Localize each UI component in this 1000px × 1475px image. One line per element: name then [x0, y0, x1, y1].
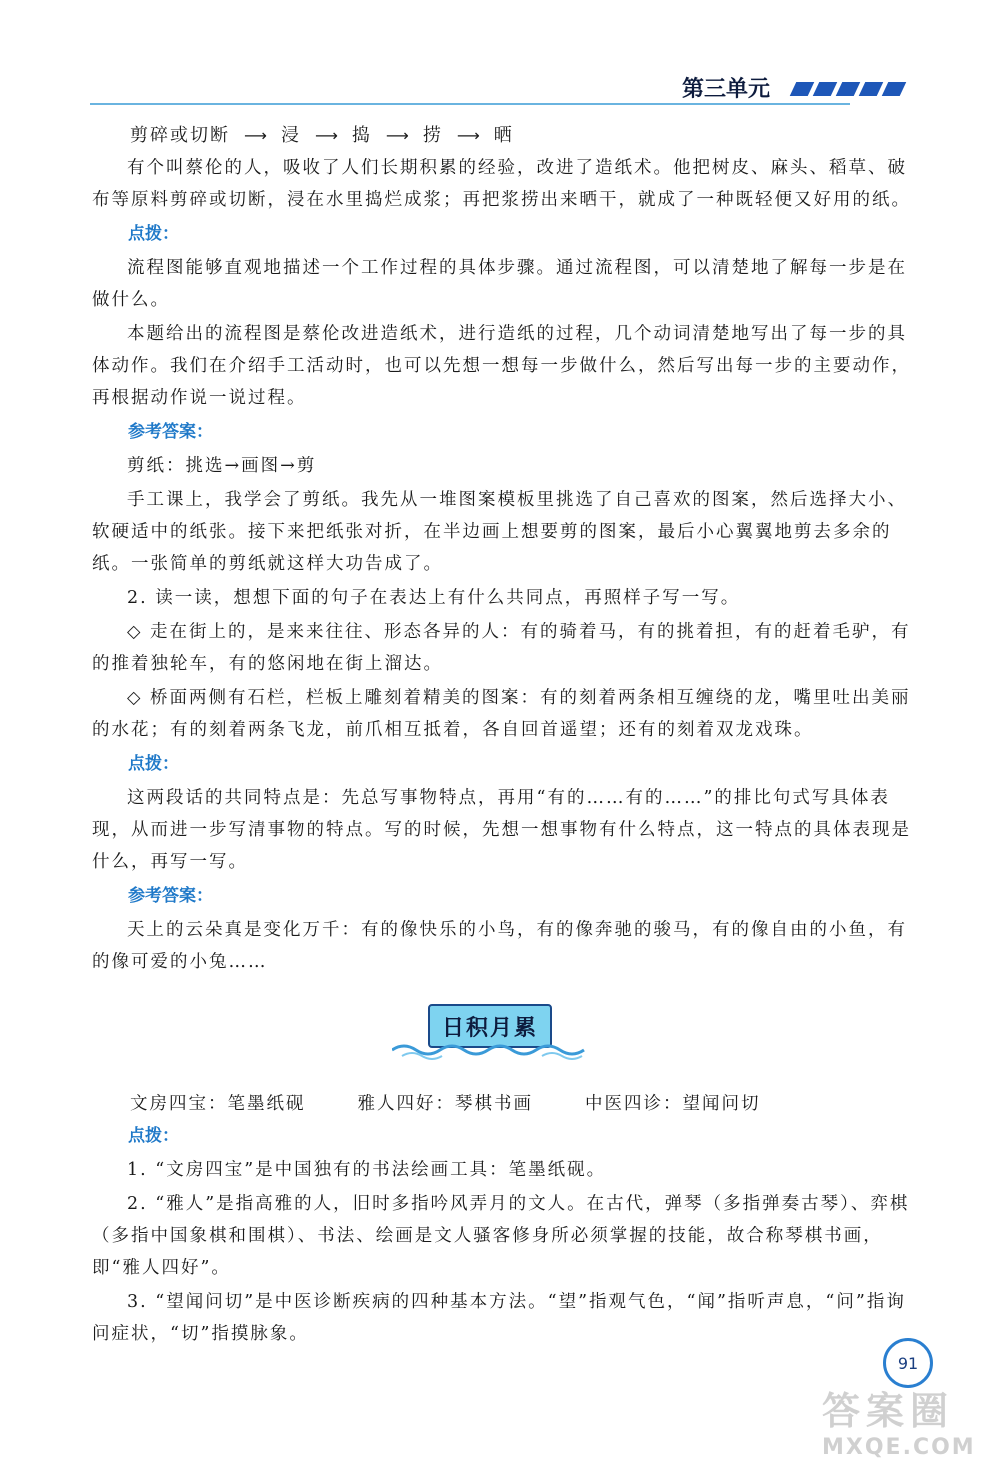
flow-arrow-icon: ⟶ [456, 126, 482, 145]
unit-title: 第三单元 [681, 77, 770, 102]
paragraph: 有个叫蔡伦的人，吸收了人们长期积累的经验，改进了造纸术。他把树皮、麻头、稻草、破布等原料剪碎或切断，浸在水里捣烂成浆；再把浆捞出来晒干，就成了一种既轻便又好用的纸。 [92, 158, 911, 210]
paragraph: 剪纸：挑选→画图→剪 [127, 456, 317, 476]
tip-label: 点拨： [128, 754, 179, 774]
flow-arrow-icon: ⟶ [244, 126, 269, 145]
watermark-logo-text: 答案圈 [822, 1389, 955, 1433]
accumulation-row [130, 1088, 912, 1120]
watermark-url: MXQE.COM [822, 1435, 976, 1460]
section-banner: 日积月累 [428, 1004, 552, 1048]
accumulation-item: 中医四诊：望闻问切 [585, 1094, 761, 1114]
answer-label: 参考答案： [128, 886, 213, 906]
flow-step: 晒 [493, 125, 514, 146]
flow-step: 浸 [280, 125, 301, 146]
paragraph: 这两段话的共同特点是：先总写事物特点，再用“有的……有的……”的排比句式写具体表现，从而进一步写清事物的特点。写的时候，先想一想事物有什么特点，这一特点的具体表现是什么，再写一写。 [92, 788, 911, 872]
example-sentence: ◇ 走在街上的，是来来往往、形态各异的人：有的骑着马，有的挑着担，有的赶着毛驴，有的推着独轮车，有的悠闲地在街上溜达。 [92, 622, 911, 674]
tip-label: 点拨： [128, 224, 179, 244]
tip-item: 3. “望闻问切”是中医诊断疾病的四种基本方法。“望”指观气色，“闻”指听声息，“问”指询问症状，“切”指摸脉象。 [92, 1292, 906, 1344]
page-content [92, 120, 912, 1352]
example-sentence: ◇ 桥面两侧有石栏，栏板上雕刻着精美的图案：有的刻着两条相互缠绕的龙，嘴里吐出美丽的水花；有的刻着两条飞龙，前爪相互抵着，各自回首遥望；还有的刻着双龙戏珠。 [92, 688, 911, 740]
page-number: 91 [883, 1338, 933, 1388]
wave-decoration-icon [392, 1040, 592, 1060]
paragraph: 手工课上，我学会了剪纸。我先从一堆图案模板里挑选了自己喜欢的图案，然后选择大小、软硬适中的纸张。接下来把纸张对折，在半边画上想要剪的图案，最后小心翼翼地剪去多余的纸。一张简单的剪纸就这样大功告成了。 [92, 490, 907, 574]
answer-label: 参考答案： [128, 422, 213, 442]
tip-label: 点拨： [128, 1126, 179, 1146]
accumulation-item: 文房四宝：笔墨纸砚 [130, 1094, 306, 1114]
flow-step: 捞 [422, 125, 443, 146]
papermaking-flowchart [130, 120, 912, 152]
flow-step: 捣 [351, 125, 372, 146]
section-banner-wrap [92, 992, 912, 1080]
paragraph: 本题给出的流程图是蔡伦改进造纸术，进行造纸的过程，几个动词清楚地写出了每一步的具体动作。我们在介绍手工活动时，也可以先想一想每一步做什么，然后写出每一步的主要动作，再根据动作说一说过程。 [92, 324, 911, 408]
question: 2. 读一读，想想下面的句子在表达上有什么共同点，再照样子写一写。 [127, 588, 741, 608]
tip-item: 1. “文房四宝”是中国独有的书法绘画工具：笔墨纸砚。 [127, 1160, 607, 1180]
flow-arrow-icon: ⟶ [385, 126, 411, 145]
site-watermark [822, 1380, 992, 1470]
header-divider [90, 103, 850, 105]
page-header [90, 70, 910, 110]
flow-arrow-icon: ⟶ [314, 126, 340, 145]
accumulation-item: 雅人四好：琴棋书画 [357, 1094, 533, 1114]
header-stripes-decoration [785, 82, 910, 100]
tip-item: 2. “雅人”是指高雅的人，旧时多指吟风弄月的文人。在古代，弹琴（多指弹奏古琴）、弈棋（多指中国象棋和围棋）、书法、绘画是文人骚客修身所必须掌握的技能，故合称琴棋书画，即“雅人四好”。 [92, 1194, 910, 1278]
paragraph: 天上的云朵真是变化万千：有的像快乐的小鸟，有的像奔驰的骏马，有的像自由的小鱼，有的像可爱的小兔…… [92, 920, 907, 972]
paragraph: 流程图能够直观地描述一个工作过程的具体步骤。通过流程图，可以清楚地了解每一步是在做什么。 [92, 258, 907, 310]
flow-step: 剪碎或切断 [130, 125, 230, 146]
